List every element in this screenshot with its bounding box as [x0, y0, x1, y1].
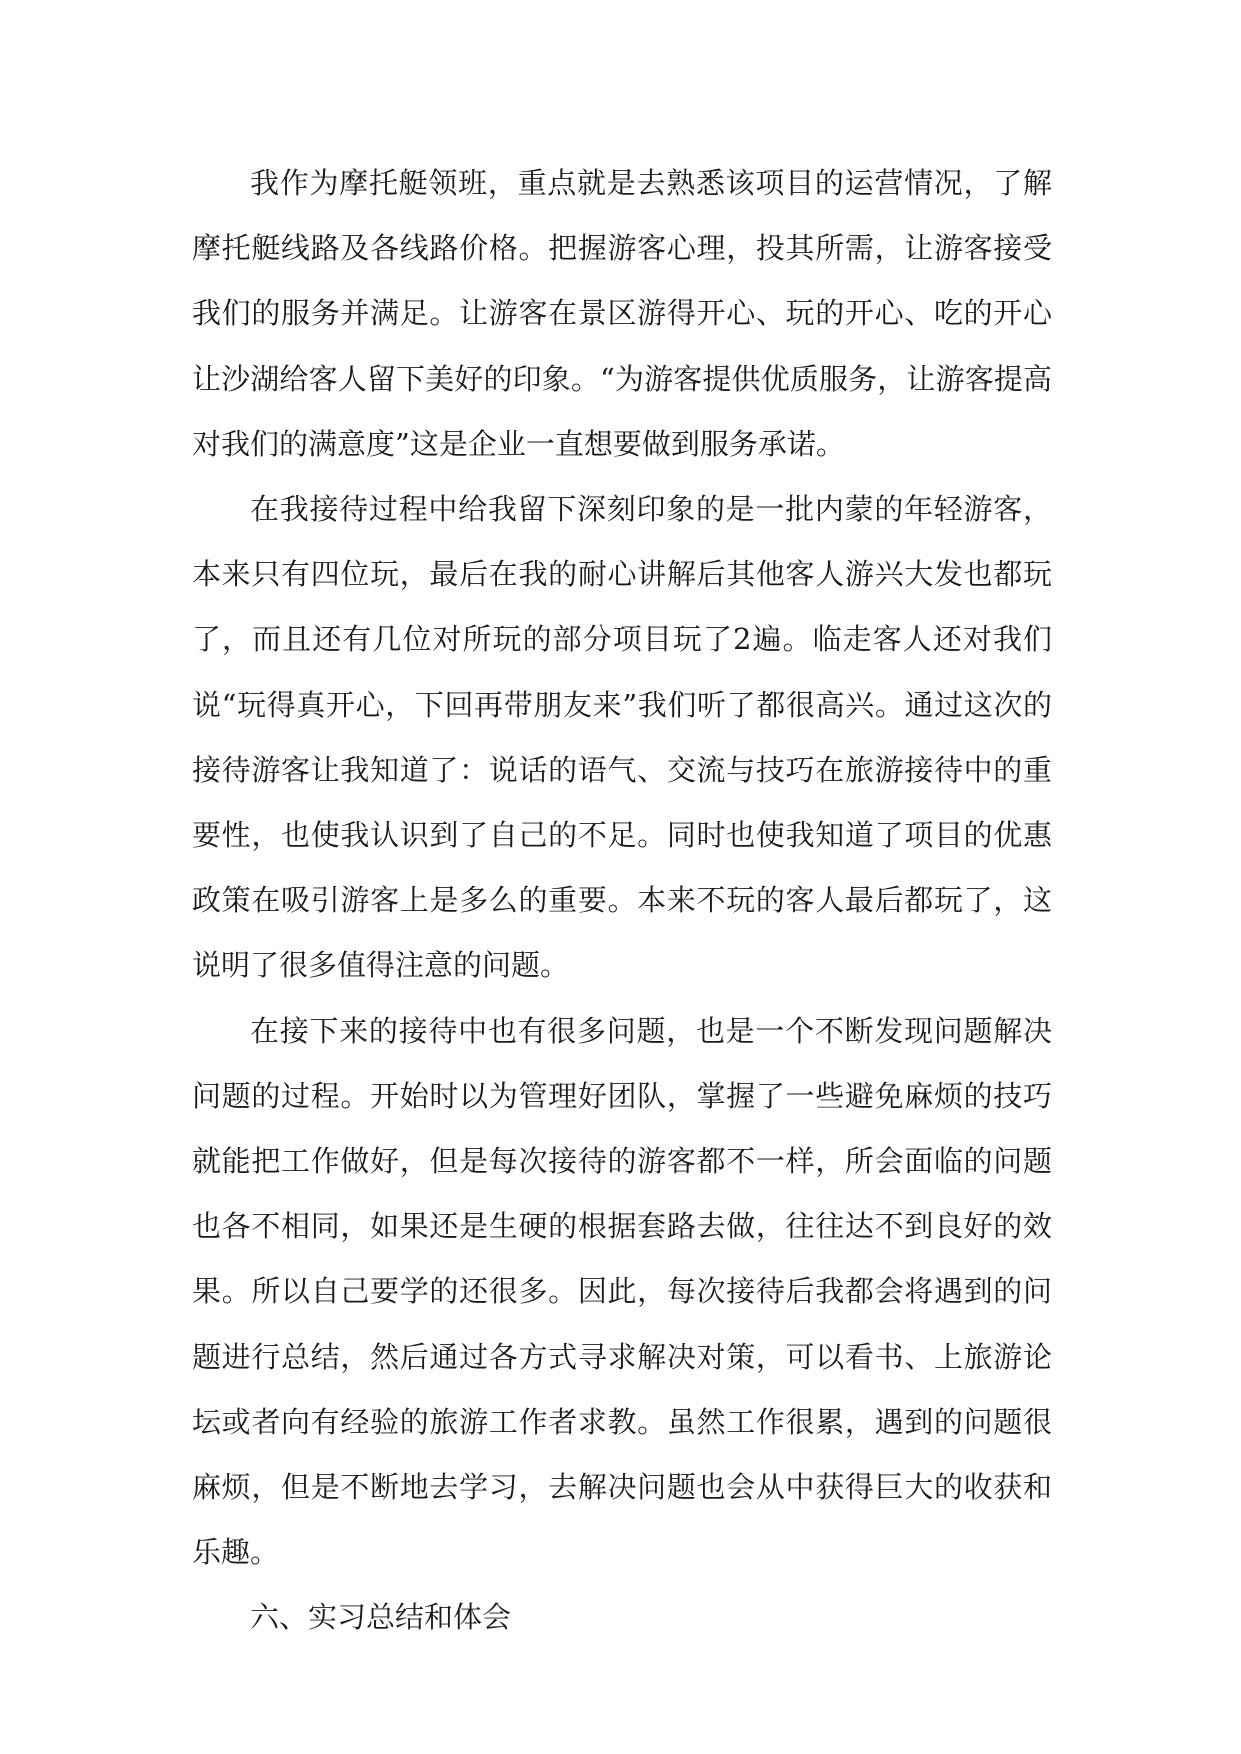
section-heading: 六、实习总结和体会 — [250, 1600, 512, 1635]
document-body — [192, 151, 1052, 1651]
body-paragraph-3: 在接下来的接待中也有很多问题，也是一个不断发现问题解决问题的过程。开始时以为管理好团队，掌握了一些避免麻烦的技巧就能把工作做好，但是每次接待的游客都不一样，所会面临的问题也各不相同，如果还是生硬的根据套路去做，往往达不到良好的效果。所以自己要学的还很多。因此，每次接待后我都会将遇到的问题进行总结，然后通过各方式寻求解决对策，可以看书、上旅游论坛或者向有经验的旅游工作者求教。虽然工作很累，遇到的问题很麻烦，但是不断地去学习，去解决问题也会从中获得巨大的收获和乐趣。 — [192, 1013, 1052, 1570]
body-paragraph-1: 我作为摩托艇领班，重点就是去熟悉该项目的运营情况，了解摩托艇线路及各线路价格。把握游客心理，投其所需，让游客接受我们的服务并满足。让游客在景区游得开心、玩的开心、吃的开心让沙湖给客人留下美好的印象。“为游客提供优质服务，让游客提高对我们的满意度”这是企业一直想要做到服务承诺。 — [192, 166, 1052, 461]
body-paragraph-2: 在我接待过程中给我留下深刻印象的是一批内蒙的年轻游客，本来只有四位玩，最后在我的耐心讲解后其他客人游兴大发也都玩了，而且还有几位对所玩的部分项目玩了2遍。临走客人还对我们说“玩得真开心，下回再带朋友来”我们听了都很高兴。通过这次的接待游客让我知道了：说话的语气、交流与技巧在旅游接待中的重要性，也使我认识到了自己的不足。同时也使我知道了项目的优惠政策在吸引游客上是多么的重要。本来不玩的客人最后都玩了，这说明了很多值得注意的问题。 — [192, 492, 1052, 983]
